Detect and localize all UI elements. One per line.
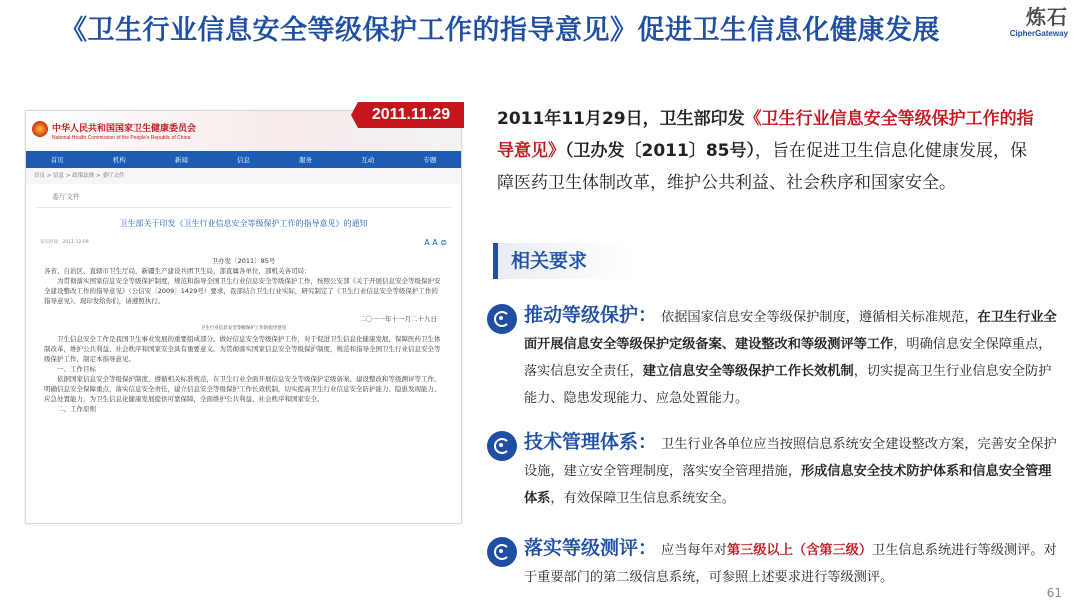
doc-paragraph: 依据国家信息安全等级保护制度，遵循相关标准规范，在卫生行业全面开展信息安全等级保护定级备案、建设整改和等级测评等工作，明确信息安全保障重点，落实信息安全责任，建立信息安全等级保护工作长效机制，切实提高卫生行业信息安全防护能力、隐患发现能力、应急处置能力，为卫生信息化健康发展提供可靠保障，全面维护公共利益、社会秩序和国家安全。 (44, 375, 441, 403)
requirement-bold: 在卫生行业全面开展信息安全等级保护定级备案、建设整改和等级测评等工作 (524, 310, 1057, 352)
doc-subtitle: 卫生行业信息安全等级保护工作的指导意见 (200, 326, 287, 331)
requirement-text (524, 429, 1057, 512)
doc-nav-bar (26, 151, 461, 168)
doc-nav-item[interactable]: 互动 (361, 156, 375, 164)
company-logo (998, 6, 1068, 46)
doc-nav-item[interactable]: 服务 (299, 156, 313, 164)
requirement-segment: ，切实提高卫生行业信息安全防护能力、隐患发现能力、应急处置能力。 (524, 364, 1052, 406)
doc-paragraph: 各省、自治区、直辖市卫生厅局，新疆生产建设兵团卫生局，部直属各单位，部机关各司局： (44, 267, 311, 275)
doc-section-heading: 二、工作原则 (57, 405, 96, 413)
doc-paragraph: 卫生信息安全工作是我国卫生事业发展的重要组成部分。做好信息安全等级保护工作，对于促进卫生信息化健康发展，保障医药卫生体制改革，维护公共利益、社会秩序和国家安全具有重要意义。为贯彻落实国家信息安全等级保护制度，规范和指导全国卫生行业信息安全等级保护工作，制定本指导意见。 (44, 335, 441, 363)
page-number: 61 (1046, 586, 1062, 600)
requirement-segment: ，明确信息安全保障重点，落实信息安全责任， (524, 337, 1052, 379)
requirement-item (487, 302, 1057, 410)
requirement-text (524, 302, 1057, 412)
logo-cn: 炼石 (1026, 5, 1068, 29)
requirement-head: 落实等级测评： (524, 537, 658, 559)
requirement-segment: 卫生信息系统进行等级测评。对于重要部门的第二级信息系统，可参照上述要求进行等级测评。 (524, 543, 1057, 585)
doc-sign-date: 二〇一一年十一月二十九日 (359, 315, 437, 323)
requirement-item (487, 535, 1057, 591)
intro-lead: 2011年11月29日，卫生部印发 (497, 109, 745, 129)
requirements-header (493, 243, 633, 279)
requirement-segment: 依据国家信息安全等级保护制度，遵循相关标准规范， (661, 310, 978, 325)
doc-meta (26, 234, 461, 250)
target-icon (487, 431, 517, 461)
requirements-accent (493, 243, 498, 279)
page-title: 《卫生行业信息安全等级保护工作的指导意见》促进卫生信息化健康发展 (60, 15, 940, 46)
doc-org-name: 中华人民共和国国家卫生健康委员会 (52, 124, 197, 134)
logo-en: CipherGateway (1009, 29, 1068, 38)
intro-doc-name: 《卫生行业信息安全等级保护工作的指导意见》 (497, 109, 1034, 161)
requirement-bold: 形成信息安全技术防护体系和信息安全管理体系 (524, 464, 1052, 506)
requirement-text (524, 535, 1057, 591)
doc-nav-item[interactable]: 专题 (423, 156, 437, 164)
document-screenshot (25, 110, 462, 524)
requirement-bold: 建立信息安全等级保护工作长效机制 (642, 364, 854, 379)
doc-section-heading: 一、工作目标 (57, 365, 96, 373)
doc-section-label: 委厅文件 (36, 184, 451, 208)
doc-paragraph: 为贯彻落实国家信息安全等级保护制度，规范和指导全国卫生行业信息安全等级保护工作，按照公安部《关于开展信息安全等级保护安全建设整改工作的指导意见》（公信安〔2009〕1429号）要求，我部结合卫生行业实际，研究制定了《卫生行业信息安全等级保护工作的指导意见》。现印发给你们，请遵照执行。 (44, 277, 441, 305)
requirement-head: 推动等级保护： (524, 304, 658, 326)
doc-nav-item[interactable]: 机构 (112, 156, 126, 164)
doc-org-name-en: National Health Commission of the People's Republic of China (52, 135, 191, 141)
doc-nav-item[interactable]: 信息 (236, 156, 250, 164)
requirement-segment: 应当每年对 (661, 543, 727, 558)
doc-nav-item[interactable]: 首页 (50, 156, 64, 164)
doc-body (26, 250, 461, 414)
intro-doc-no: （卫办发〔2011〕85号） (565, 141, 755, 161)
font-size-tools[interactable]: A A ⊜ (424, 237, 447, 247)
target-icon (487, 304, 517, 334)
doc-nav-item[interactable]: 新闻 (174, 156, 188, 164)
national-emblem-icon (32, 121, 48, 137)
requirement-item (487, 429, 1057, 511)
doc-number: 卫办发〔2011〕85号 (211, 257, 276, 265)
intro-rest: ，旨在促进卫生信息化健康发展，保障医药卫生体制改革，维护公共利益、社会秩序和国家安全。 (497, 141, 1027, 193)
requirement-highlight: 第三级以上（含第三级） (726, 543, 873, 558)
doc-date: 发布时间：2011-12-09 (40, 240, 89, 245)
target-icon (487, 537, 517, 567)
requirement-segment: ，有效保障卫生信息系统安全。 (550, 491, 735, 506)
requirement-segment: 卫生行业各单位应当按照信息系统安全建设整改方案，完善安全保护设施，建立安全管理制度，落实安全管理措施， (524, 437, 1057, 479)
requirement-head: 技术管理体系： (524, 431, 658, 453)
requirements-label: 相关要求 (511, 250, 588, 272)
intro-paragraph (497, 103, 1037, 199)
date-tag: 2011.11.29 (358, 102, 464, 128)
breadcrumb: 首页 > 信息 > 政策法规 > 委厅文件 (26, 168, 461, 184)
doc-heading: 卫生部关于印发《卫生行业信息安全等级保护工作的指导意见》的通知 (119, 219, 368, 228)
